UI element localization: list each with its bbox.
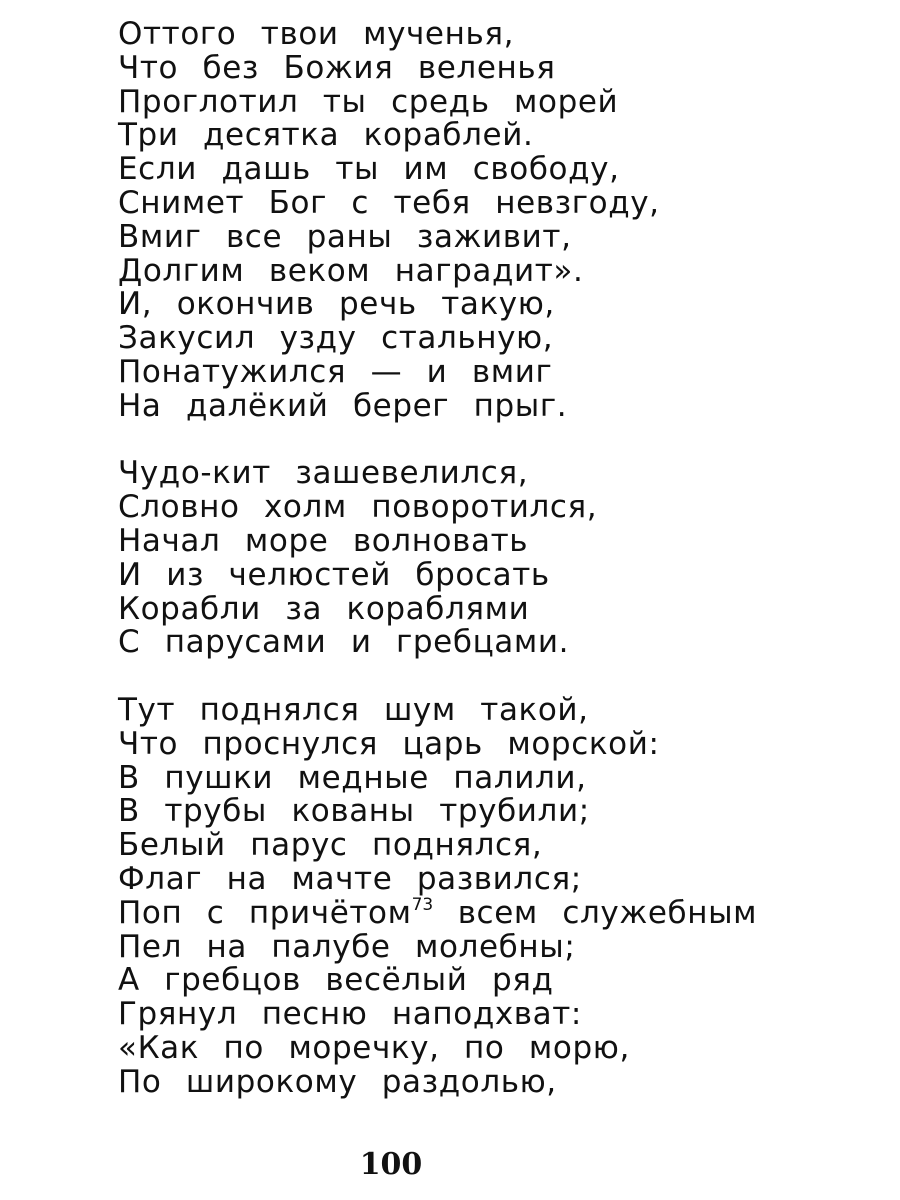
poem-line: Чудо-кит зашевелился, [118, 455, 529, 492]
poem-line: И из челюстей бросать [118, 556, 550, 593]
poem-line: «Как по моречку, по морю, [118, 1029, 630, 1066]
poem-line-text: Поп с причётом [118, 894, 412, 931]
poem-line: В трубы кованы трубили; [118, 793, 590, 830]
poem-line: Проглотил ты средь морей [118, 83, 619, 120]
poem-line: Белый парус поднялся, [118, 827, 543, 864]
stanza-3 [118, 691, 888, 1100]
poem-line: В пушки медные палили, [118, 759, 587, 796]
poem-line: Флаг на мачте развился; [118, 860, 582, 897]
footnote-reference[interactable]: 73 [411, 894, 434, 915]
poem-line-with-footnote [118, 894, 888, 931]
poem-line: Что без Божия веленья [118, 49, 556, 86]
poem-line: Закусил узду стальную, [118, 320, 554, 357]
poem-line: Тут поднялся шум такой, [118, 691, 589, 728]
poem-line: Долгим веком наградит». [118, 252, 584, 289]
stanza-1 [118, 18, 888, 424]
poem-line: Оттого твои мученья, [118, 16, 515, 52]
poem-line: Если дашь ты им свободу, [118, 151, 620, 188]
poem-line: Словно холм поворотился, [118, 489, 598, 526]
poem-line: Начал море волновать [118, 522, 529, 559]
page-number: 100 [359, 1147, 423, 1182]
poem-line: Пел на палубе молебны; [118, 928, 576, 965]
poem-text [118, 18, 888, 1100]
poem-line: Понатужился — и вмиг [118, 353, 553, 390]
poem-line: Что проснулся царь морской: [118, 725, 660, 762]
poem-line: С парусами и гребцами. [118, 624, 570, 661]
poem-line: И, окончив речь такую, [118, 286, 555, 323]
poem-line: На далёкий берег прыг. [118, 387, 568, 424]
stanza-2 [118, 457, 888, 660]
poem-line: Грянул песню наподхват: [118, 996, 582, 1033]
poem-line: Вмиг все раны заживит, [118, 218, 572, 255]
poem-line: Корабли за кораблями [118, 590, 530, 627]
poem-line: А гребцов весёлый ряд [118, 962, 554, 999]
poem-line-text: всем служебным [433, 894, 758, 931]
poem-line: Снимет Бог с тебя невзгоду, [118, 184, 660, 221]
poem-line: Три десятка кораблей. [118, 117, 534, 154]
poem-line: По широкому раздолью, [118, 1063, 557, 1100]
